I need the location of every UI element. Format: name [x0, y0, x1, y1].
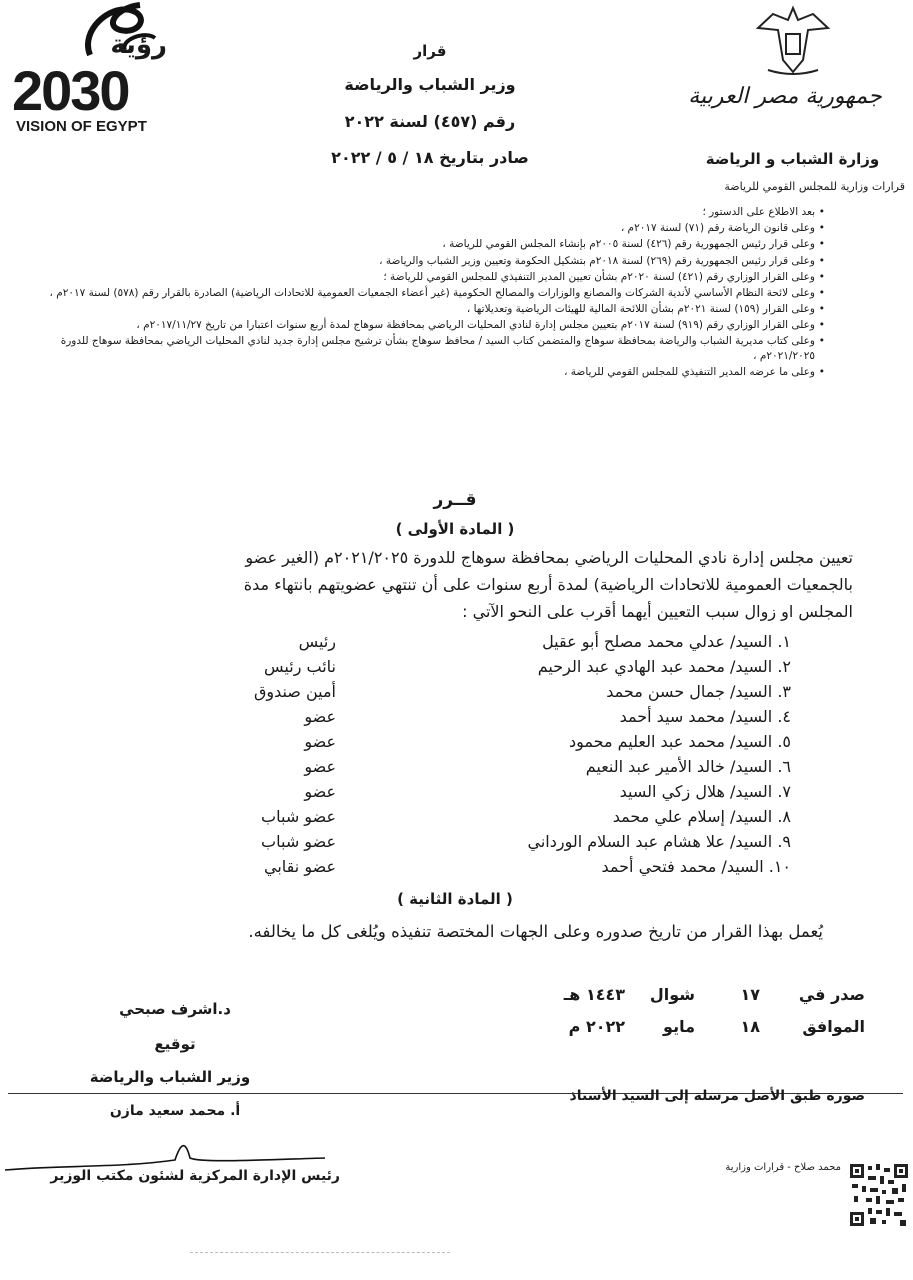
vision-ruya-text: رؤية — [110, 30, 167, 60]
gregorian-date-row — [465, 1017, 865, 1043]
member-role: عضو — [304, 732, 336, 751]
hijri-year: ١٤٤٣ هـ — [563, 985, 625, 1004]
member-row — [121, 632, 791, 656]
member-row — [121, 707, 791, 731]
scan-artifact-line — [190, 1252, 450, 1253]
hijri-day: ١٧ — [740, 985, 760, 1004]
preamble-item: • وعلى قرار رئيس الجمهورية رقم (٤٢٦) لسنة ٢٠٠٥م بإنشاء المجلس القومي للرياضة ، — [45, 237, 825, 251]
member-role: عضو — [304, 707, 336, 726]
article-one-line: تعيين مجلس إدارة نادي المحليات الرياضي بمحافظة سوهاج للدورة ٢٠٢١/٢٠٢٥م (الغير عضو — [245, 548, 853, 567]
decision-title: قرار — [413, 42, 447, 60]
member-role: عضو شباب — [261, 807, 336, 826]
member-row — [121, 857, 791, 881]
member-row — [121, 732, 791, 756]
preamble-item: • وعلى كتاب مديرية الشباب والرياضة بمحافظة سوهاج والمتضمن كتاب السيد / محافظ سوهاج بشأن ترشيح مجلس إدارة جديد لنادي المحليات الرياضي بمحافظة سوهاج للدورة ٢٠٢١/٢٠٢٥م ، — [45, 334, 825, 362]
member-name: ١. السيد/ عدلي محمد مصلح أبو عقيل — [542, 632, 791, 651]
gregorian-month: مايو — [663, 1017, 695, 1036]
article-one-line: المجلس او زوال سبب التعيين أيهما أقرب على النحو الآتي : — [462, 602, 853, 621]
article-one-heading: ( المادة الأولى ) — [395, 520, 515, 538]
copy-note: صورة طبق الأصل مرسلة إلى السيد الأستاذ — [569, 1088, 865, 1104]
member-name: ١٠. السيد/ محمد فتحي أحمد — [601, 857, 791, 876]
signature-label: توقيع — [154, 1035, 196, 1053]
preamble-item: • وعلى القرار (١٥٩) لسنة ٢٠٢١م بشأن اللائحة المالية للهيئات الرياضية وتعديلاتها ، — [45, 302, 825, 316]
vision-en-text: VISION OF EGYPT — [16, 118, 147, 135]
article-two-heading: ( المادة الثانية ) — [397, 890, 513, 908]
vision-year-text: 2030 — [12, 59, 129, 122]
preamble-item: • وعلى قانون الرياضة رقم (٧١) لسنة ٢٠١٧م ، — [45, 221, 825, 235]
member-role: رئيس — [298, 632, 336, 651]
minister-signature-title: وزير الشباب والرياضة — [89, 1068, 251, 1086]
preamble-item: • وعلى لائحة النظام الأساسي لأندية الشركات والمصانع والوزارات والمصالح الحكومية (غير أعضاء الجمعيات العمومية للاتحادات الرياضية) الصادرة بالقرار رقم (٥٧٨) لسنة ٢٠١٧م ، — [45, 286, 825, 300]
member-role: نائب رئيس — [264, 657, 336, 676]
member-name: ٣. السيد/ جمال حسن محمد — [606, 682, 791, 701]
preamble-item: • وعلى قرار رئيس الجمهورية رقم (٢٦٩) لسنة ٢٠١٨م بتشكيل الحكومة وتعيين وزير الشباب والرياضة ، — [45, 254, 825, 268]
article-two-text: يُعمل بهذا القرار من تاريخ صدوره وعلى الجهات المختصة تنفيذه ويُلغى كل ما يخالفه. — [248, 922, 823, 941]
preamble-item: • وعلى ما عرضه المدير التنفيذي للمجلس القومي للرياضة ، — [45, 365, 825, 379]
member-name: ٢. السيد/ محمد عبد الهادي عبد الرحيم — [537, 657, 791, 676]
preamble-item: • وعلى القرار الوزاري رقم (٤٢١) لسنة ٢٠٢٠م بشأن تعيين المدير التنفيذي للمجلس القومي للرياضة ؛ — [45, 270, 825, 284]
minister-name: د.اشرف صبحي — [119, 1000, 231, 1018]
gregorian-label: الموافق — [802, 1017, 865, 1036]
decision-number: رقم (٤٥٧) لسنة ٢٠٢٢ — [344, 112, 516, 131]
member-name: ٨. السيد/ إسلام علي محمد — [612, 807, 791, 826]
article-one-line: بالجمعيات العمومية للاتحادات الرياضية) لمدة أربع سنوات على أن تنتهي عضويتهم بانتهاء مدة — [243, 575, 853, 594]
member-name: ٩. السيد/ علا هشام عبد السلام الورداني — [527, 832, 791, 851]
member-role: عضو شباب — [261, 832, 336, 851]
minister-title: وزير الشباب والرياضة — [344, 75, 516, 94]
ministry-name: وزارة الشباب و الرياضة — [705, 150, 880, 168]
gregorian-year: ٢٠٢٢ م — [568, 1017, 625, 1036]
member-name: ٦. السيد/ خالد الأمير عبد النعيم — [585, 757, 791, 776]
member-role: عضو — [304, 782, 336, 801]
member-role: عضو — [304, 757, 336, 776]
hijri-label: صدر في — [798, 985, 865, 1004]
member-row — [121, 757, 791, 781]
member-row — [121, 832, 791, 856]
issue-date: صادر بتاريخ ١٨ / ٥ / ٢٠٢٢ — [331, 148, 529, 167]
country-name: جمهورية مصر العربية — [688, 84, 882, 109]
preamble-list — [45, 205, 825, 381]
member-role: عضو نقابي — [264, 857, 336, 876]
hijri-date-row — [465, 985, 865, 1011]
decided-heading: قــرر — [433, 490, 477, 510]
preamble-item: • وعلى القرار الوزاري رقم (٩١٩) لسنة ٢٠١٧م بتعيين مجلس إدارة لنادي المحليات الرياضي بمحافظة سوهاج لمدة أربع سنوات اعتبارا من تاريخ ٢٠١٧/١١/٢٧م ، — [45, 318, 825, 332]
preamble-item: • بعد الاطلاع على الدستور ؛ — [45, 205, 825, 219]
member-name: ٥. السيد/ محمد عبد العليم محمود — [569, 732, 791, 751]
footer-note: محمد صلاح - قرارات وزارية — [725, 1162, 841, 1173]
member-name: ٤. السيد/ محمد سيد أحمد — [619, 707, 791, 726]
series-label: قرارات وزارية للمجلس القومي للرياضة — [724, 180, 905, 193]
member-name: ٧. السيد/ هلال زكي السيد — [619, 782, 791, 801]
member-row — [121, 782, 791, 806]
recipient-name: أ. محمد سعيد مازن — [109, 1103, 241, 1119]
gregorian-day: ١٨ — [740, 1017, 760, 1036]
vision-2030-logo — [10, 0, 185, 140]
member-row — [121, 657, 791, 681]
qr-code-icon — [848, 1162, 910, 1228]
egypt-eagle-emblem-icon — [728, 0, 858, 80]
hijri-month: شوال — [649, 985, 695, 1004]
recipient-title: رئيس الإدارة المركزية لشئون مكتب الوزير — [50, 1168, 340, 1184]
member-row — [121, 807, 791, 831]
member-role: أمين صندوق — [253, 682, 336, 701]
member-row — [121, 682, 791, 706]
